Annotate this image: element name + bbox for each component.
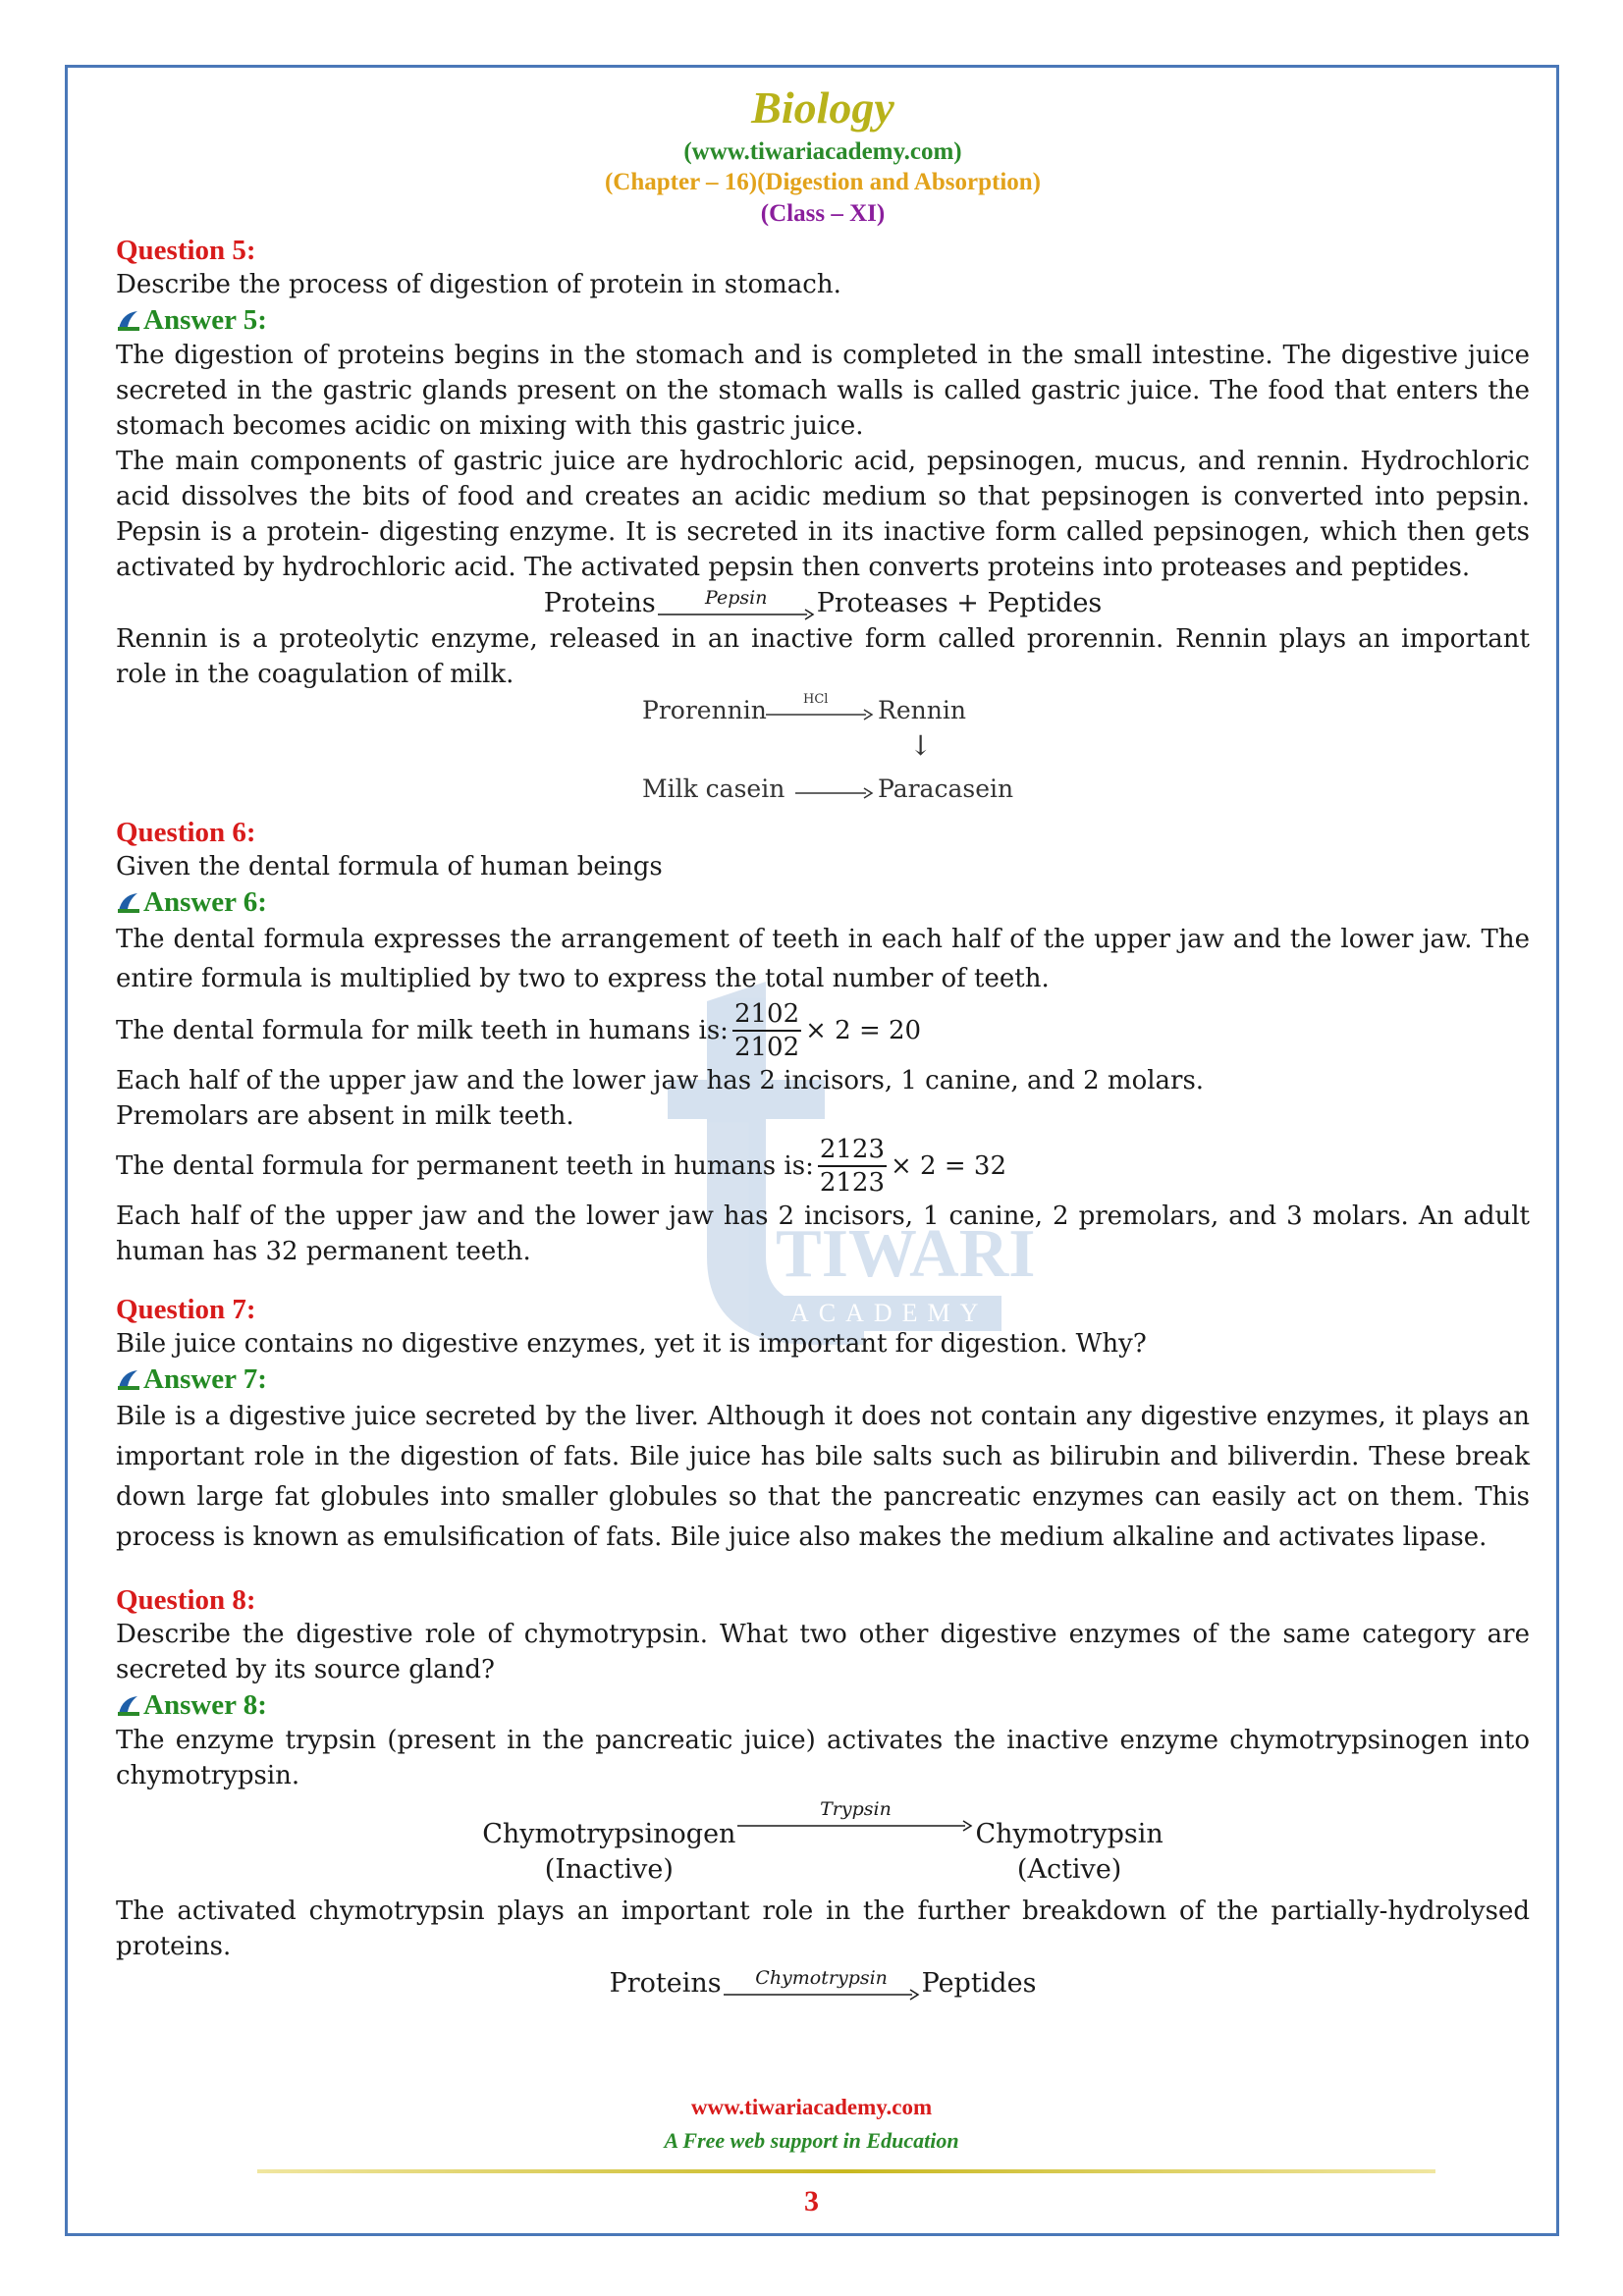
svg-text:TIWARI: TIWARI [776, 1216, 1036, 1292]
pepsin-equation: Proteins Pepsin Proteases + Peptides [116, 585, 1530, 621]
question-6-label: Question 6: [116, 816, 256, 848]
question-5-label: Question 5: [116, 235, 256, 266]
answer-7-para-1: Bile is a digestive juice secreted by the liver. Although it does not contain any digestive enzymes, it plays an important role in the digestion of fats. Bile juice has bile salts such as bilirubin and biliverdin. These break down large fat globules into smaller globules so that the pancreatic enzymes can easily act on them. This process is known as emulsification of fats. Bile juice also makes the medium alkaline and activates lipase. [116, 1401, 1530, 1552]
reaction-arrow-icon [766, 708, 874, 721]
chymotrypsin-equation: Proteins Chymotrypsin Peptides [116, 1966, 1530, 2002]
tiwari-logo-icon [116, 307, 141, 333]
answer-7-label: Answer 7: [116, 1362, 1530, 1397]
answer-5-para-2: The main components of gastric juice are hydrochloric acid, pepsinogen, mucus, and rennin. Hydrochloric acid dissolves the bits of food and creates an acidic medium so that pepsinogen is converted into pepsin. Pepsin is a protein- digesting enzyme. It is secreted in its inactive form called pepsinogen, which then gets activated by hydrochloric acid. The activated pepsin then converts proteins into proteases and peptides. [116, 447, 1530, 582]
subject-title: Biology [751, 82, 894, 133]
reaction-arrow-icon [795, 786, 874, 800]
permanent-teeth-formula: The dental formula for permanent teeth in humans is: $\frac{2123}{2123}$ × 2 = 32 [116, 1134, 1006, 1198]
question-8-label: Question 8: [116, 1583, 256, 1616]
question-6-text: Given the dental formula of human beings [116, 851, 663, 881]
answer-5-para-1: The digestion of proteins begins in the stomach and is completed in the small intestine. The digestive juice secreted in the gastric glands present on the stomach walls is called gastric juice. The food that enters the stomach becomes acidic on mixing with this gastric juice. [116, 341, 1530, 441]
answer-6-para-3: Premolars are absent in milk teeth. [116, 1100, 574, 1131]
footer-tagline: A Free web support in Education [664, 2128, 959, 2153]
trypsin-equation: Chymotrypsinogen (Inactive) Trypsin Chymotrypsin (Active) [482, 1797, 1163, 1885]
answer-6-para-4: Each half of the upper jaw and the lower jaw has 2 incisors, 1 canine, 2 premolars, and 3 molars. An adult human has 32 permanent teeth. [116, 1201, 1530, 1266]
svg-text:ACADEMY: ACADEMY [790, 1299, 989, 1327]
footer-site-link[interactable]: www.tiwariacademy.com [690, 2095, 933, 2119]
answer-8-label: Answer 8: [116, 1687, 1530, 1723]
header-site: (www.tiwariacademy.com) [683, 138, 962, 165]
question-7-label: Question 7: [116, 1293, 256, 1325]
reaction-arrow-icon [737, 1819, 973, 1833]
header [116, 79, 1530, 230]
answer-6-para-1: The dental formula expresses the arrangement of teeth in each half of the upper jaw and the lower jaw. The entire formula is multiplied by two to express the total number of teeth. [116, 924, 1530, 993]
answer-8-para-1: The enzyme trypsin (present in the pancreatic juice) activates the inactive enzyme chymotrypsinogen into chymotrypsin. [116, 1725, 1530, 1790]
page-content [116, 79, 1530, 2002]
answer-6-label: Answer 6: [116, 884, 1530, 920]
chapter-title: (Chapter – 16)(Digestion and Absorption) [604, 169, 1042, 195]
question-8-text: Describe the digestive role of chymotrypsin. What two other digestive enzymes of the same category are secreted by its source gland? [116, 1619, 1530, 1684]
milk-teeth-formula: The dental formula for milk teeth in humans is: $\frac{2102}{2102}$ × 2 = 20 [116, 998, 922, 1062]
class-label: (Class – XI) [760, 200, 886, 227]
rennin-diagram: Prorennin HCl Rennin ↓ Milk casein Paracasein [642, 691, 1014, 803]
question-5-text: Describe the process of digestion of protein in stomach. [116, 270, 841, 299]
answer-5-para-3: Rennin is a proteolytic enzyme, released in an inactive form called prorennin. Rennin plays an important role in the coagulation of milk. [116, 623, 1530, 689]
tiwari-logo-icon [116, 1692, 141, 1718]
question-7-text: Bile juice contains no digestive enzymes, yet it is important for digestion. Why? [116, 1328, 1147, 1359]
answer-8-para-2: The activated chymotrypsin plays an important role in the further breakdown of the partially-hydrolysed proteins. [116, 1896, 1530, 1961]
page-number: 3 [804, 2185, 819, 2217]
answer-5-label: Answer 5: [116, 302, 1530, 338]
tiwari-logo-icon [116, 889, 141, 915]
reaction-arrow-icon [724, 1988, 920, 2002]
tiwari-logo-icon [116, 1366, 141, 1392]
footer-divider [257, 2169, 1435, 2173]
reaction-arrow-icon [658, 608, 815, 621]
answer-6-para-2: Each half of the upper jaw and the lower jaw has 2 incisors, 1 canine, and 2 molars. [116, 1065, 1205, 1095]
